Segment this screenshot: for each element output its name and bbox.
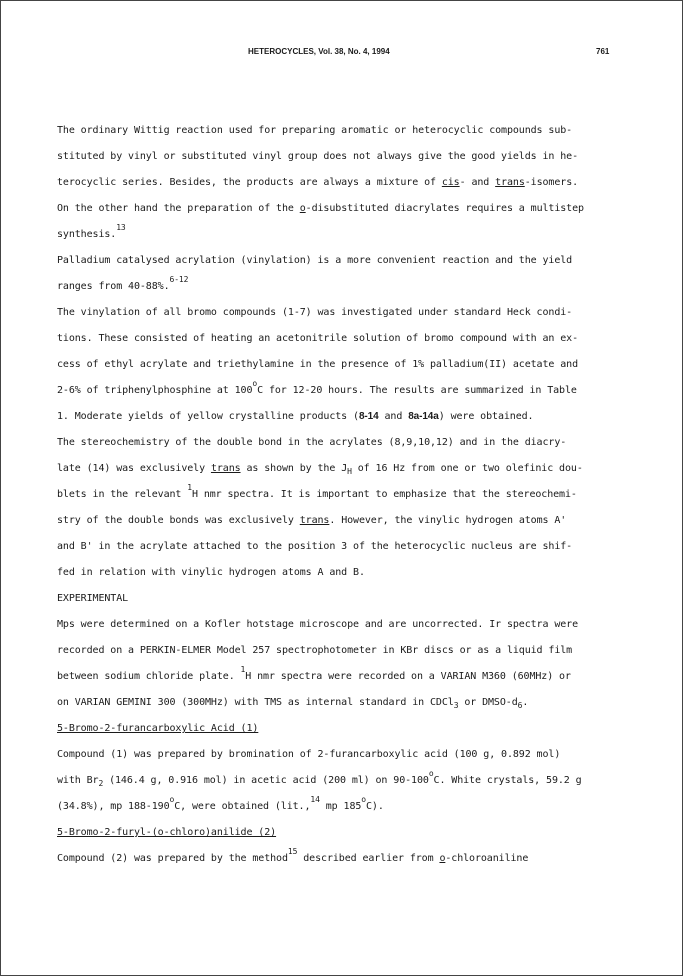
text-fragment: - and	[459, 177, 496, 188]
reference-marker: 13	[116, 223, 126, 232]
subscript: 6	[517, 701, 523, 710]
text-line: synthesis.	[57, 229, 117, 240]
text-line: Palladium catalysed acrylation (vinylation) is a more convenient reaction and the yield	[57, 255, 573, 266]
text-line: late (14) was exclusively	[57, 463, 211, 474]
paragraph-palladium	[57, 248, 625, 300]
ortho-term: o	[439, 853, 446, 864]
text-line: between sodium chloride plate.	[57, 671, 241, 682]
text-line: recorded on a PERKIN-ELMER Model 257 spectrophotometer in KBr discs or as a liquid film	[57, 645, 573, 656]
reference-marker: 14	[310, 795, 320, 804]
text-fragment: C).	[366, 801, 384, 812]
text-line: The ordinary Wittig reaction used for preparing aromatic or heterocyclic compounds sub-	[57, 125, 573, 136]
text-fragment: -disubstituted diacrylates requires a multistep	[305, 203, 584, 214]
text-line: Compound (1) was prepared by bromination of 2-furancarboxylic acid (100 g, 0.892 mol)	[57, 749, 561, 760]
text-line: ranges from 40-88%.	[57, 281, 170, 292]
superscript: 1	[187, 483, 192, 492]
text-line: The vinylation of all bromo compounds (1-7) was investigated under standard Heck condi-	[57, 307, 573, 318]
text-line: fed in relation with vinylic hydrogen atoms A and B.	[57, 567, 365, 578]
text-fragment: or DMSO-d	[458, 697, 518, 708]
page-number: 761	[596, 47, 610, 56]
text-fragment: -isomers.	[524, 177, 579, 188]
paragraph-wittig	[57, 118, 625, 248]
degree-sign: o	[252, 379, 258, 388]
compound-range: 8-14	[358, 411, 379, 422]
text-fragment: -chloroaniline	[445, 853, 529, 864]
paragraph-vinylation	[57, 300, 625, 430]
text-line: on VARIAN GEMINI 300 (300MHz) with TMS as internal standard in CDCl	[57, 697, 454, 708]
article-body	[57, 118, 625, 872]
subscript: 3	[453, 701, 459, 710]
compound-1-title: 5-Bromo-2-furancarboxylic Acid (1)	[57, 723, 259, 734]
text-fragment: as shown by the J	[240, 463, 348, 474]
text-fragment: C, were obtained (lit.,	[174, 801, 311, 812]
text-line: and B' in the acrylate attached to the position 3 of the heterocyclic nucleus are shif-	[57, 541, 573, 552]
text-fragment: mp 185	[319, 801, 362, 812]
subscript: H	[347, 467, 352, 476]
text-line: On the other hand the preparation of the	[57, 203, 300, 214]
paragraph-experimental	[57, 612, 625, 716]
text-fragment: H nmr spectra. It is important to emphasize that the stereochemi-	[191, 489, 577, 500]
journal-citation: HETEROCYCLES, Vol. 38, No. 4, 1994	[248, 47, 390, 56]
trans-term: trans	[299, 515, 330, 526]
text-fragment: of 16 Hz from one or two olefinic dou-	[351, 463, 583, 474]
degree-sign: o	[169, 795, 175, 804]
trans-term: trans	[210, 463, 241, 474]
text-fragment: . However, the vinylic hydrogen atoms A'	[329, 515, 567, 526]
cis-term: cis	[441, 177, 460, 188]
text-line: Compound (2) was prepared by the method	[57, 853, 288, 864]
compound-range: 8a-14a	[408, 411, 439, 422]
running-header	[0, 47, 683, 63]
text-fragment: C for 12-20 hours. The results are summarized in Table	[257, 385, 577, 396]
text-fragment: (146.4 g, 0.916 mol) in acetic acid (200 ml) on 90-100	[103, 775, 429, 786]
text-fragment: described earlier from	[297, 853, 440, 864]
text-line: 1. Moderate yields of yellow crystalline products (	[57, 411, 359, 422]
compound-2-title: 5-Bromo-2-furyl-(o-chloro)anilide (2)	[57, 827, 277, 838]
text-fragment: ) were obtained.	[438, 411, 534, 422]
text-line: tions. These consisted of heating an acetonitrile solution of bromo compound with an ex-	[57, 333, 579, 344]
text-line: The stereochemistry of the double bond in the acrylates (8,9,10,12) and in the diacry-	[57, 437, 567, 448]
text-line: cess of ethyl acrylate and triethylamine in the presence of 1% palladium(II) acetate and	[57, 359, 579, 370]
text-line: stry of the double bonds was exclusively	[57, 515, 300, 526]
reference-marker: 6-12	[169, 275, 189, 284]
text-line: with Br	[57, 775, 99, 786]
reference-marker: 15	[287, 847, 298, 856]
text-line: stituted by vinyl or substituted vinyl group does not always give the good yields in he-	[57, 151, 579, 162]
subscript: 2	[98, 779, 104, 788]
text-line: terocyclic series. Besides, the products are always a mixture of	[57, 177, 442, 188]
text-fragment: .	[522, 697, 529, 708]
text-line: 2-6% of triphenylphosphine at 100	[57, 385, 253, 396]
text-fragment: C. White crystals, 59.2 g	[433, 775, 582, 786]
paragraph-compound-2	[57, 846, 625, 872]
section-heading-experimental: EXPERIMENTAL	[57, 593, 129, 604]
trans-term: trans	[495, 177, 525, 188]
text-line: (34.8%), mp 188-190	[57, 801, 170, 812]
paragraph-stereochemistry	[57, 430, 625, 586]
degree-sign: o	[428, 769, 434, 778]
paragraph-compound-1	[57, 742, 625, 820]
degree-sign: o	[361, 795, 367, 804]
text-fragment: and	[378, 411, 409, 422]
ortho-term: o	[299, 203, 306, 214]
superscript: 1	[240, 665, 246, 674]
text-line: blets in the relevant	[57, 489, 188, 500]
text-line: Mps were determined on a Kofler hotstage microscope and are uncorrected. Ir spectra were	[57, 619, 579, 630]
text-fragment: H nmr spectra were recorded on a VARIAN M360 (60MHz) or	[245, 671, 571, 682]
